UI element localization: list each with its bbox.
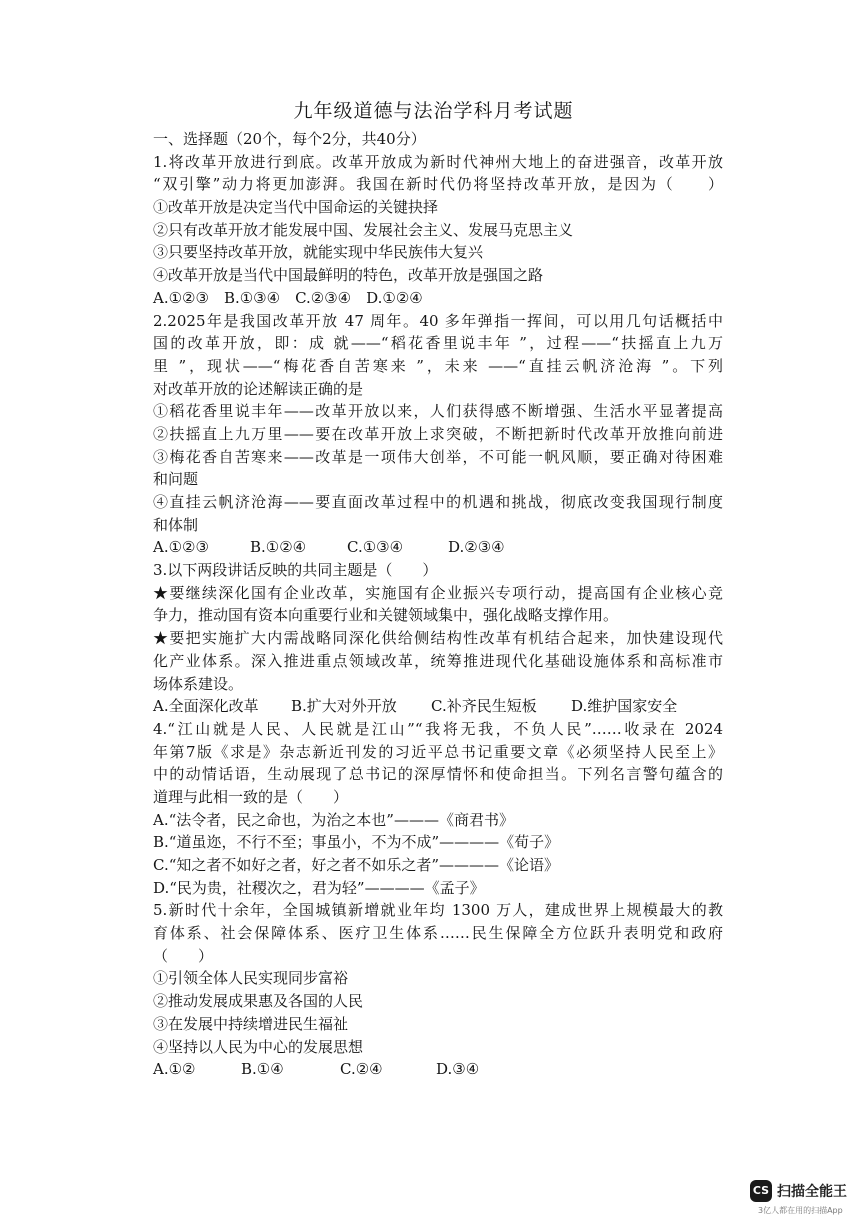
q4-stem-line: 4.“江山就是人民、人民就是江山”“我将无我，不负人民”……收录在 2024 [153,719,723,738]
q2-stem-line: 国的改革开放，即：成 就——“稻花香里说丰年 ”，过程——“扶摇直上九万 [153,334,723,353]
q1-statement: ②只有改革开放才能发展中国、发展社会主义、发展马克思主义 [153,220,574,239]
q5-option-c: C.②④ [340,1060,383,1079]
q3-stem-line: 3.以下两段讲话反映的共同主题是（ ） [153,561,438,580]
q2-options [153,536,723,559]
q2-option-d: D.②③④ [448,538,505,557]
q3-option-d: D.维护国家安全 [571,697,678,716]
q5-stem-line: 育体系、社会保障体系、医疗卫生体系……民生保障全方位跃升表明党和政府 [153,924,723,943]
q5-statement: ③在发展中持续增进民生福祉 [153,1014,349,1033]
q2-statement-cont: 和体制 [153,515,199,534]
camscanner-logo-icon: CS [750,1180,772,1202]
q3-paragraph-cont: 争力，推动国有资本向重要行业和关键领域集中，强化战略支撑作用。 [153,606,619,625]
q3-paragraph-cont: 化产业体系。深入推进重点领域改革，统筹推进现代化基础设施体系和高标准市 [153,651,723,670]
q5-statement: ④坚持以人民为中心的发展思想 [153,1037,364,1056]
q3-paragraph-cont: 场体系建设。 [153,674,244,693]
q3-paragraph: ★要继续深化国有企业改革，实施国有企业振兴专项行动，提高国有企业核心竞 [153,583,723,602]
q5-statement: ①引领全体人民实现同步富裕 [153,969,349,988]
q5-option-b: B.①④ [241,1060,284,1079]
scanner-watermark [750,1180,860,1220]
q5-statement: ②推动发展成果惠及各国的人民 [153,992,364,1011]
q5-stem-line: 5.新时代十余年，全国城镇新增就业年均 1300 万人，建成世界上规模最大的教 [153,901,723,920]
q2-option-c: C.①③④ [347,538,404,557]
q2-stem-line: 2.2025年是我国改革开放 47 周年。40 多年弹指一挥间，可以用几句话概括中 [153,311,723,330]
q3-option-c: C.补齐民生短板 [431,697,537,716]
q2-statement: ①稻花香里说丰年——改革开放以来，人们获得感不断增强、生活水平显著提高 [153,402,723,421]
question-content [153,128,723,1081]
q4-option-c: C.“知之者不如好之者，好之者不如乐之者”————《论语》 [153,856,560,874]
q3-paragraph: ★要把实施扩大内需战略同深化供给侧结构性改革有机结合起来，加快建设现代 [153,629,723,648]
q4-option-b: B.“道虽迩，不行不至；事虽小，不为不成”————《荀子》 [153,833,560,852]
page-title: 九年级道德与法治学科月考试题 [293,100,574,122]
q5-option-a: A.①② [153,1060,196,1079]
q3-option-b: B.扩大对外开放 [291,697,397,716]
section-heading: 一、选择题（20个，每个2分，共40分） [153,130,426,148]
watermark-slogan: 3亿人都在用的扫描App [758,1206,843,1215]
q4-option-d: D.“民为贵，社稷次之，君为轻”————《孟子》 [153,878,485,897]
q2-stem-line: 里 ”，现状——“梅花香自苦寒来 ”，未来 ——“直挂云帆济沧海 ”。下列 [153,356,723,375]
q4-stem-line: 道理与此相一致的是（ ） [153,787,349,806]
q1-stem-line: 1.将改革开放进行到底。改革开放成为新时代神州大地上的奋进强音，改革开放 [153,152,723,171]
q1-statement: ③只要坚持改革开放，就能实现中华民族伟大复兴 [153,243,484,262]
q1-stem-line: “双引擎”动力将更加澎湃。我国在新时代仍将坚持改革开放，是因为（ ） [153,175,723,194]
q2-option-a: A.①②③ [153,538,209,557]
q4-stem-line: 年第7版《求是》杂志新近刊发的习近平总书记重要文章《必须坚持人民至上》 [153,742,723,761]
q1-options: A.①②③ B.①③④ C.②③④ D.①②④ [153,288,423,307]
q4-option-a: A.“法令者，民之命也，为治之本也”———《商君书》 [153,810,514,829]
q2-statement: ③梅花香自苦寒来——改革是一项伟大创举，不可能一帆风顺，要正确对待困难 [153,447,723,466]
q1-statement: ④改革开放是当代中国最鲜明的特色，改革开放是强国之路 [153,266,544,285]
watermark-brand: 扫描全能王 [777,1184,847,1200]
q2-stem-line: 对改革开放的论述解读正确的是 [153,379,364,398]
q1-statement: ①改革开放是决定当代中国命运的关键抉择 [153,198,439,217]
q2-statement: ②扶摇直上九万里——要在改革开放上求突破，不断把新时代改革开放推向前进 [153,424,723,443]
q5-option-d: D.③④ [436,1060,480,1079]
q2-statement: ④直挂云帆济沧海——要直面改革过程中的机遇和挑战，彻底改变我国现行制度 [153,493,723,511]
q3-options [153,695,723,718]
q3-option-a: A.全面深化改革 [153,697,259,716]
q4-stem-line: 中的动情话语，生动展现了总书记的深厚情怀和使命担当。下列名言警句蕴含的 [153,765,723,784]
q5-options [153,1058,723,1081]
q5-stem-line: （ ） [153,946,214,965]
q2-statement-cont: 和问题 [153,470,199,489]
q2-option-b: B.①②④ [250,538,307,557]
